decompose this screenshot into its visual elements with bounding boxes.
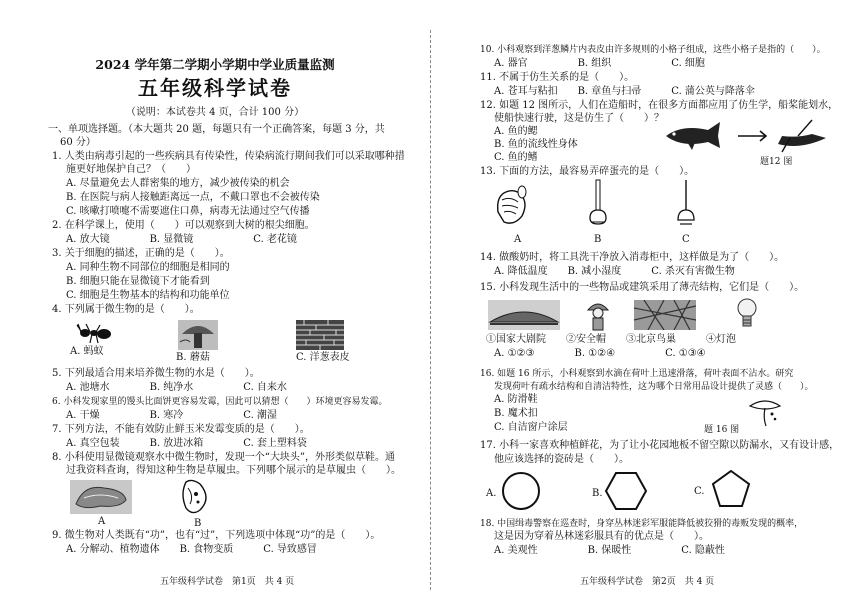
- section-heading-cont: 60 分）: [60, 137, 96, 148]
- question-5-options: A. 池塘水 B. 纯净水 C. 自来水: [66, 382, 287, 393]
- safety-helmet-photo: [582, 298, 614, 332]
- exam-note: （说明：本试卷共 4 页，合计 100 分）: [125, 107, 305, 118]
- question-18-options: A. 美观性 B. 保暖性 C. 隐蔽性: [494, 545, 725, 556]
- question-10: 10. 小科观察到洋葱鳞片内表皮由许多规则的小格子组成，这些小格子是指的（ ）。: [480, 45, 826, 55]
- fish-to-boat-figure: [662, 118, 832, 154]
- question-3-option-c: C. 细胞是生物基本的结构和功能单位: [66, 290, 230, 301]
- question-8-label-b: B: [194, 518, 202, 529]
- section-heading: 一、单项选择题。（本大题共 20 题，每题只有一个正确答案，每题 3 分，共: [48, 124, 385, 135]
- lotus-leaf-figure: [748, 394, 782, 428]
- question-17: 17. 小科一家喜欢种植鲜花，为了让小花园地板不留空隙以防漏水，又有设计感，: [480, 440, 840, 451]
- question-9: 9. 微生物对人类既有“功”，也有“过”，下列选项中体现“功”的是（ ）。: [52, 530, 381, 541]
- question-8-cont: 过我资料查询，得知这种生物是草履虫。下列哪个展示的是草履虫（ ）。: [66, 465, 401, 476]
- question-1-cont: 施更好地保护自己？（ ）: [66, 164, 196, 175]
- question-1-option-a: A. 尽量避免去人群密集的地方，减少被传染的机会: [66, 178, 290, 189]
- question-10-options: A. 器官 B. 组织 C. 细胞: [494, 58, 705, 69]
- question-9-options: A. 分解动、植物遗体 B. 食物变质 C. 导致感冒: [66, 544, 317, 555]
- question-8-label-a: A: [98, 516, 106, 527]
- question-1-option-c: C. 咳嗽打喷嚏不需要遮住口鼻，病毒无法通过空气传播: [66, 206, 310, 217]
- paramecium-drawing-b: [178, 478, 214, 516]
- question-1: 1. 人类由病毒引起的一些疾病具有传染性，传染病流行期间我们可以采取哪种措: [52, 151, 405, 162]
- egg-needle-poke-icon: [674, 178, 698, 230]
- question-3: 3. 关于细胞的描述，正确的是（ ）。: [52, 248, 230, 259]
- question-14: 14. 做酸奶时，将工具洗干净放入消毒柜中，这样做是为了（ ）。: [480, 252, 785, 263]
- birds-nest-photo: [634, 300, 696, 330]
- question-13-label-c: C: [682, 234, 690, 245]
- question-11: 11. 不属于仿生关系的是（ ）。: [480, 72, 635, 83]
- question-12-option-a: A. 鱼的鳃: [494, 126, 538, 137]
- question-15-options: A. ①②③ B. ①②④ C. ①③④: [494, 348, 706, 359]
- question-5: 5. 下列最适合用来培养微生物的水是（ ）。: [52, 368, 260, 379]
- circle-tile-shape: [500, 470, 542, 512]
- figure-16-caption: 题 16 图: [704, 425, 740, 435]
- question-12: 12. 如题 12 图所示，人们在造船时，在很多方面都应用了仿生学，船桨能划水，: [480, 100, 839, 111]
- question-18-cont: 这是因为穿着丛林迷彩服具有的优点是（ ）。: [494, 531, 709, 542]
- figure-12-caption: 题12 图: [760, 157, 793, 167]
- question-14-options: A. 降低温度 B. 减小湿度 C. 杀灭有害微生物: [494, 266, 735, 277]
- exam-title-line1: 2024 学年第二学期小学期中学业质量监测: [95, 57, 335, 72]
- question-13-label-a: A: [514, 234, 522, 245]
- ant-image: [76, 322, 116, 344]
- exam-page-2: [430, 0, 860, 608]
- pentagon-tile-shape: [710, 468, 752, 510]
- question-8: 8. 小科使用显微镜观察水中微生物时，发现一个“大块头”，外形类似草鞋。通: [52, 452, 395, 463]
- question-12-option-c: C. 鱼的鳍: [494, 152, 538, 163]
- question-7: 7. 下列方法，不能有效防止鲜玉米发霉变质的是（ ）。: [52, 424, 310, 435]
- question-4-option-b: B. 蘑菇: [176, 352, 210, 363]
- question-6-options: A. 干燥 B. 寒冷 C. 潮湿: [66, 410, 277, 421]
- question-2-options: A. 放大镜 B. 显微镜 C. 老花镜: [66, 234, 297, 245]
- question-17-label-a: A.: [486, 488, 497, 499]
- question-17-cont: 他应该选择的瓷砖是（ ）。: [494, 454, 629, 465]
- question-16-option-a: A. 防滑鞋: [494, 394, 538, 405]
- exam-title-line2: 五年级科学试卷: [138, 76, 292, 100]
- onion-skin-image: [296, 320, 344, 350]
- question-13: 13. 下面的方法，最容易弄碎蛋壳的是（ ）。: [480, 166, 695, 177]
- question-12-cont: 使船快速行驶，这是仿生了（ ）？: [494, 113, 664, 124]
- light-bulb-photo: [736, 296, 758, 332]
- question-15-labels: ①国家大剧院 ②安全帽 ③北京鸟巢 ④灯泡: [486, 334, 736, 345]
- question-16-cont: 发现荷叶有疏水结构和自清洁特性，这为哪个日常用品设计提供了灵感（ ）。: [494, 382, 814, 392]
- question-16: 16. 如题 16 所示，小科观察到水滴在荷叶上迅速滑落，荷叶表面不沾水。研究: [480, 369, 794, 379]
- national-theater-photo: [488, 300, 560, 330]
- question-4: 4. 下列属于微生物的是（ ）。: [52, 304, 200, 315]
- question-3-option-a: A. 同种生物不同部位的细胞是相同的: [66, 262, 230, 273]
- question-18: 18. 中国缉毒警察在巡查时，身穿丛林迷彩军服能降低被狡猾的毒贩发现的概率，: [480, 519, 804, 529]
- question-17-label-c: C.: [694, 486, 705, 497]
- question-7-options: A. 真空包装 B. 放进冰箱 C. 套上塑料袋: [66, 438, 307, 449]
- page-footer-1: 五年级科学试卷 第1页 共 4 页: [160, 577, 295, 587]
- question-4-option-c: C. 洋葱表皮: [296, 352, 350, 363]
- question-6: 6. 小科发现家里的馒头比面饼更容易发霉，因此可以猜想（ ）环境更容易发霉。: [52, 397, 388, 407]
- question-11-options: A. 苍耳与粘扣 B. 章鱼与扫帚 C. 蒲公英与降落伞: [494, 86, 755, 97]
- question-17-label-b: B.: [592, 488, 603, 499]
- page-footer-2: 五年级科学试卷 第2页 共 4 页: [580, 577, 715, 587]
- mushroom-image: [178, 320, 218, 350]
- question-4-option-a: A. 蚂蚁: [70, 346, 104, 357]
- question-13-label-b: B: [594, 234, 602, 245]
- egg-fist-squeeze-icon: [492, 182, 534, 228]
- question-3-option-b: B. 细胞只能在显微镜下才能看到: [66, 276, 210, 287]
- question-15: 15. 小科发现生活中的一些物品或建筑采用了薄壳结构，它们是（ ）。: [480, 282, 805, 293]
- question-2: 2. 在科学课上，使用（ ）可以观察到大树的根尖细胞。: [52, 220, 315, 231]
- question-12-option-b: B. 鱼的流线性身体: [494, 139, 578, 150]
- question-16-option-c: C. 自洁窗户涂层: [494, 422, 568, 433]
- question-16-option-b: B. 魔术扣: [494, 408, 538, 419]
- egg-hammer-tap-icon: [586, 178, 610, 230]
- question-1-option-b: B. 在医院与病人接触距离远一点，不戴口罩也不会被传染: [66, 192, 320, 203]
- paramecium-photo-a: [70, 480, 132, 514]
- hexagon-tile-shape: [604, 470, 648, 512]
